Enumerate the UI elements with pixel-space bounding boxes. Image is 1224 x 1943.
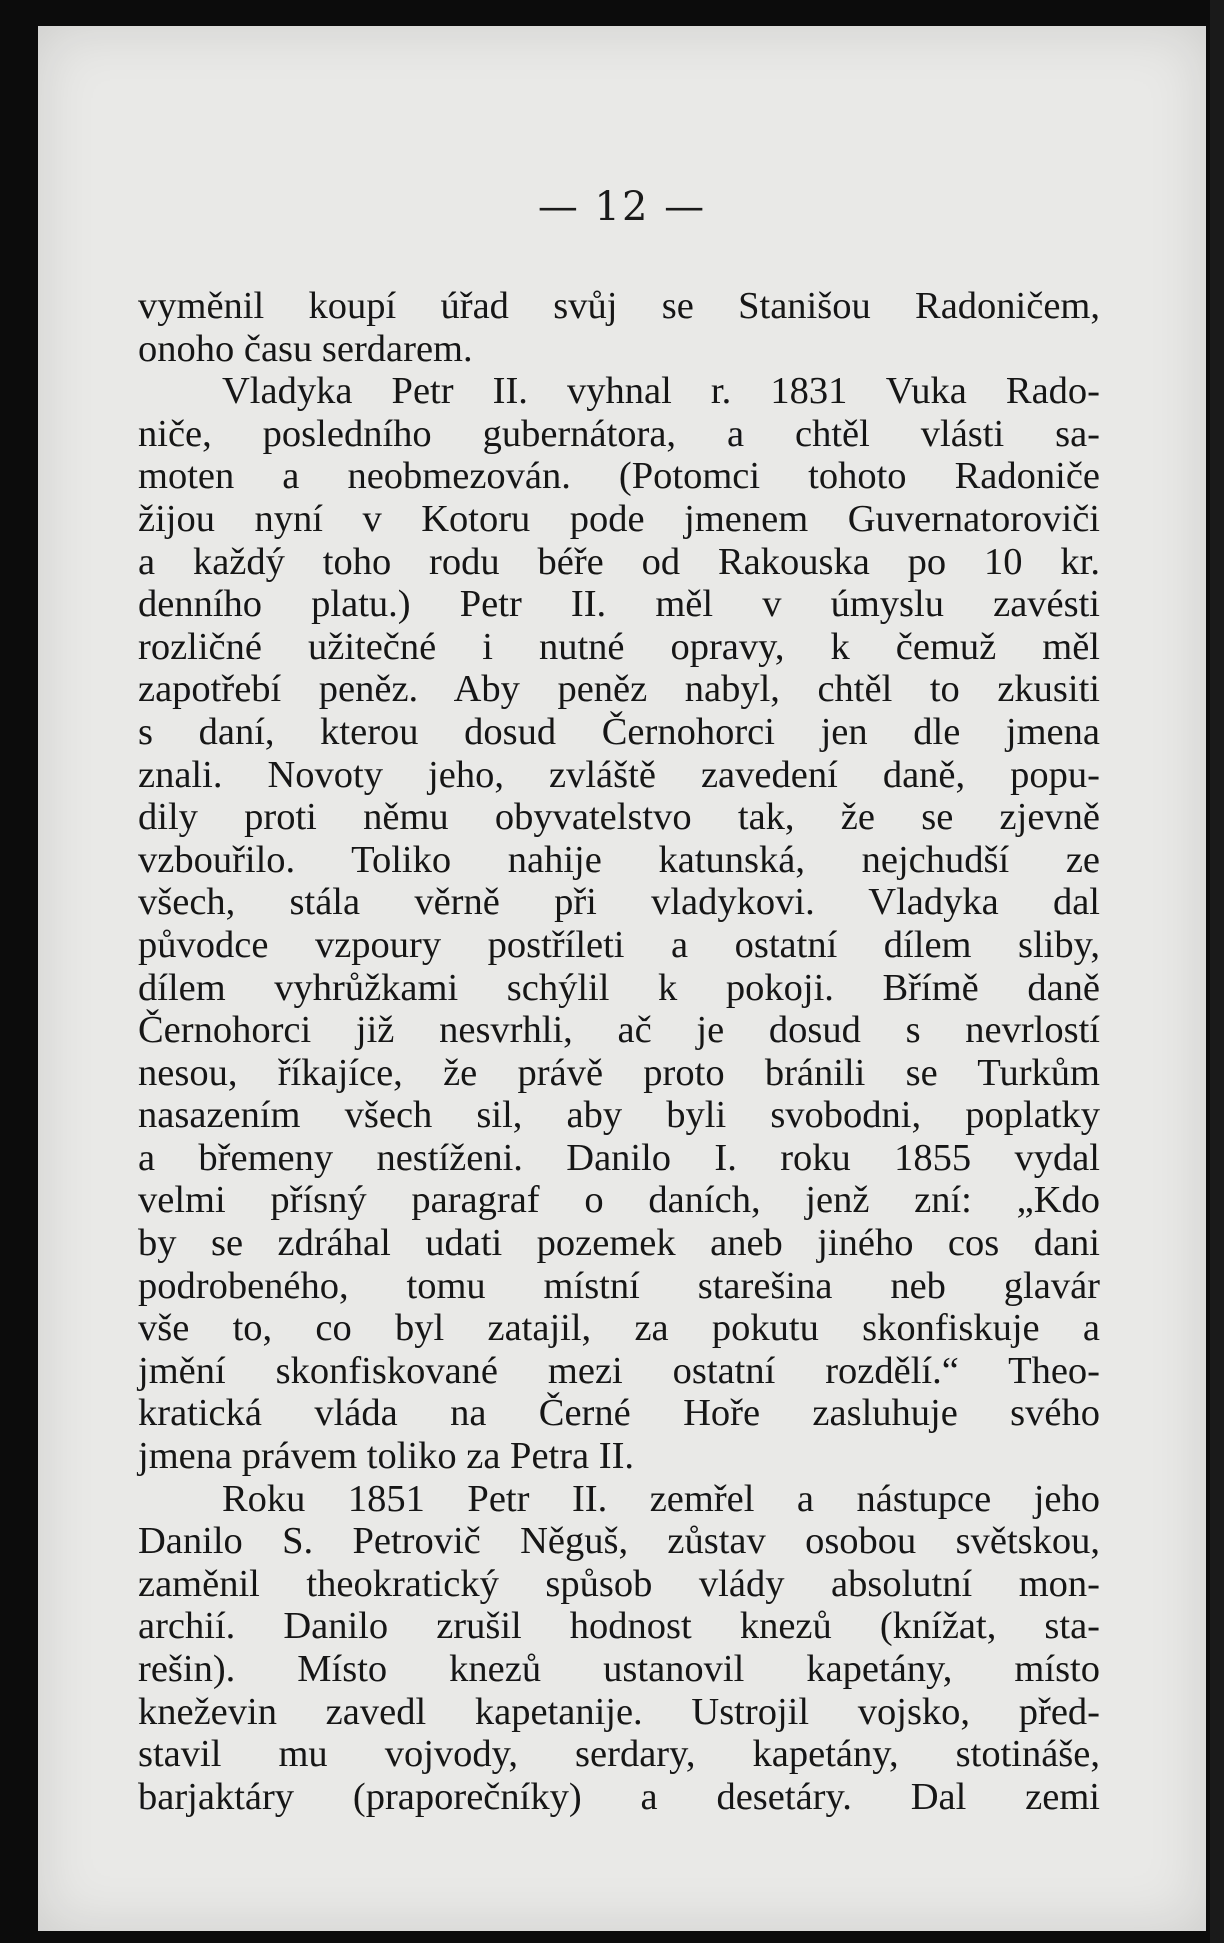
page-number: — 12 — — [537, 184, 707, 230]
text-line: znali. Novoty jeho, zvláště zavedení daně, popu- — [138, 753, 1100, 796]
text-line: žijou nyní v Kotoru pode jmenem Guvernatoroviči — [138, 497, 1100, 540]
text-line: s daní, kterou dosud Černohorci jen dle jmena — [138, 710, 1100, 753]
text-line: rešin). Místo knezů ustanovil kapetány, místo — [138, 1648, 1100, 1690]
text-line: onoho času serdarem. — [138, 327, 473, 370]
text-line: Roku 1851 Petr II. zemřel a nástupce jeho — [222, 1477, 1100, 1520]
text-line: zapotřebí peněz. Aby peněz nabyl, chtěl to zkusiti — [138, 668, 1100, 711]
text-line: zaměnil theokratický spůsob vlády absolutní mon- — [138, 1562, 1100, 1605]
text-line: Vladyka Petr II. vyhnal r. 1831 Vuka Rado- — [222, 370, 1100, 413]
text-line: Černohorci již nesvrhli, ač je dosud s nevrlostí — [138, 1009, 1100, 1052]
text-line: a každý toho rodu béře od Rakouska po 10 kr. — [138, 540, 1100, 583]
text-line: rozličné užitečné i nutné opravy, k čemuž měl — [138, 625, 1100, 668]
text-line: velmi přísný paragraf o daních, jenž zní: „Kdo — [138, 1179, 1100, 1222]
text-line: všech, stála věrně při vladykovi. Vladyka dal — [138, 881, 1100, 924]
text-line: původce vzpoury postříleti a ostatní dílem sliby, — [138, 923, 1100, 966]
book-page — [38, 26, 1206, 1931]
text-line: podrobeného, tomu místní starešina neb glavár — [138, 1264, 1100, 1307]
text-line: a břemeny nestíženi. Danilo I. roku 1855 vydal — [138, 1136, 1100, 1179]
text-line: dily proti němu obyvatelstvo tak, že se zjevně — [138, 796, 1100, 839]
text-line: kneževin zavedl kapetanije. Ustrojil vojsko, před- — [138, 1690, 1100, 1733]
text-line: barjaktáry (praporečníky) a desetáry. Dal zemi — [138, 1775, 1100, 1818]
text-line: nesou, říkajíce, že právě proto bránili se Turkům — [138, 1051, 1100, 1094]
text-line: dílem vyhrůžkami schýlil k pokoji. Břímě daně — [138, 966, 1100, 1009]
text-line: archií. Danilo zrušil hodnost knezů (knížat, sta- — [138, 1605, 1100, 1648]
text-line: jmena právem toliko za Petra II. — [138, 1435, 635, 1478]
text-line: vyměnil koupí úřad svůj se Stanišou Radoničem, — [138, 285, 1100, 327]
text-line: moten a neobmezován. (Potomci tohoto Radoniče — [138, 455, 1100, 498]
text-line: nasazením všech sil, aby byli svobodni, poplatky — [138, 1094, 1100, 1137]
text-line: Danilo S. Petrovič Něguš, zůstav osobou světskou, — [138, 1520, 1100, 1563]
text-line: jmění skonfiskované mezi ostatní rozdělí.“ Theo- — [138, 1349, 1100, 1392]
text-line: stavil mu vojvody, serdary, kapetány, stotináše, — [138, 1733, 1100, 1776]
text-line: niče, posledního gubernátora, a chtěl vlásti sa- — [138, 412, 1100, 455]
body-text — [138, 285, 1100, 1818]
text-line: vzbouřilo. Toliko nahije katunská, nejchudší ze — [138, 838, 1100, 881]
text-line: by se zdráhal udati pozemek aneb jiného cos dani — [138, 1222, 1100, 1265]
text-line: vše to, co byl zatajil, za pokutu skonfiskuje a — [138, 1307, 1100, 1350]
text-line: denního platu.) Petr II. měl v úmyslu zavésti — [138, 583, 1100, 626]
scan-edge — [1210, 0, 1224, 1943]
text-line: kratická vláda na Černé Hoře zasluhuje svého — [138, 1392, 1100, 1435]
